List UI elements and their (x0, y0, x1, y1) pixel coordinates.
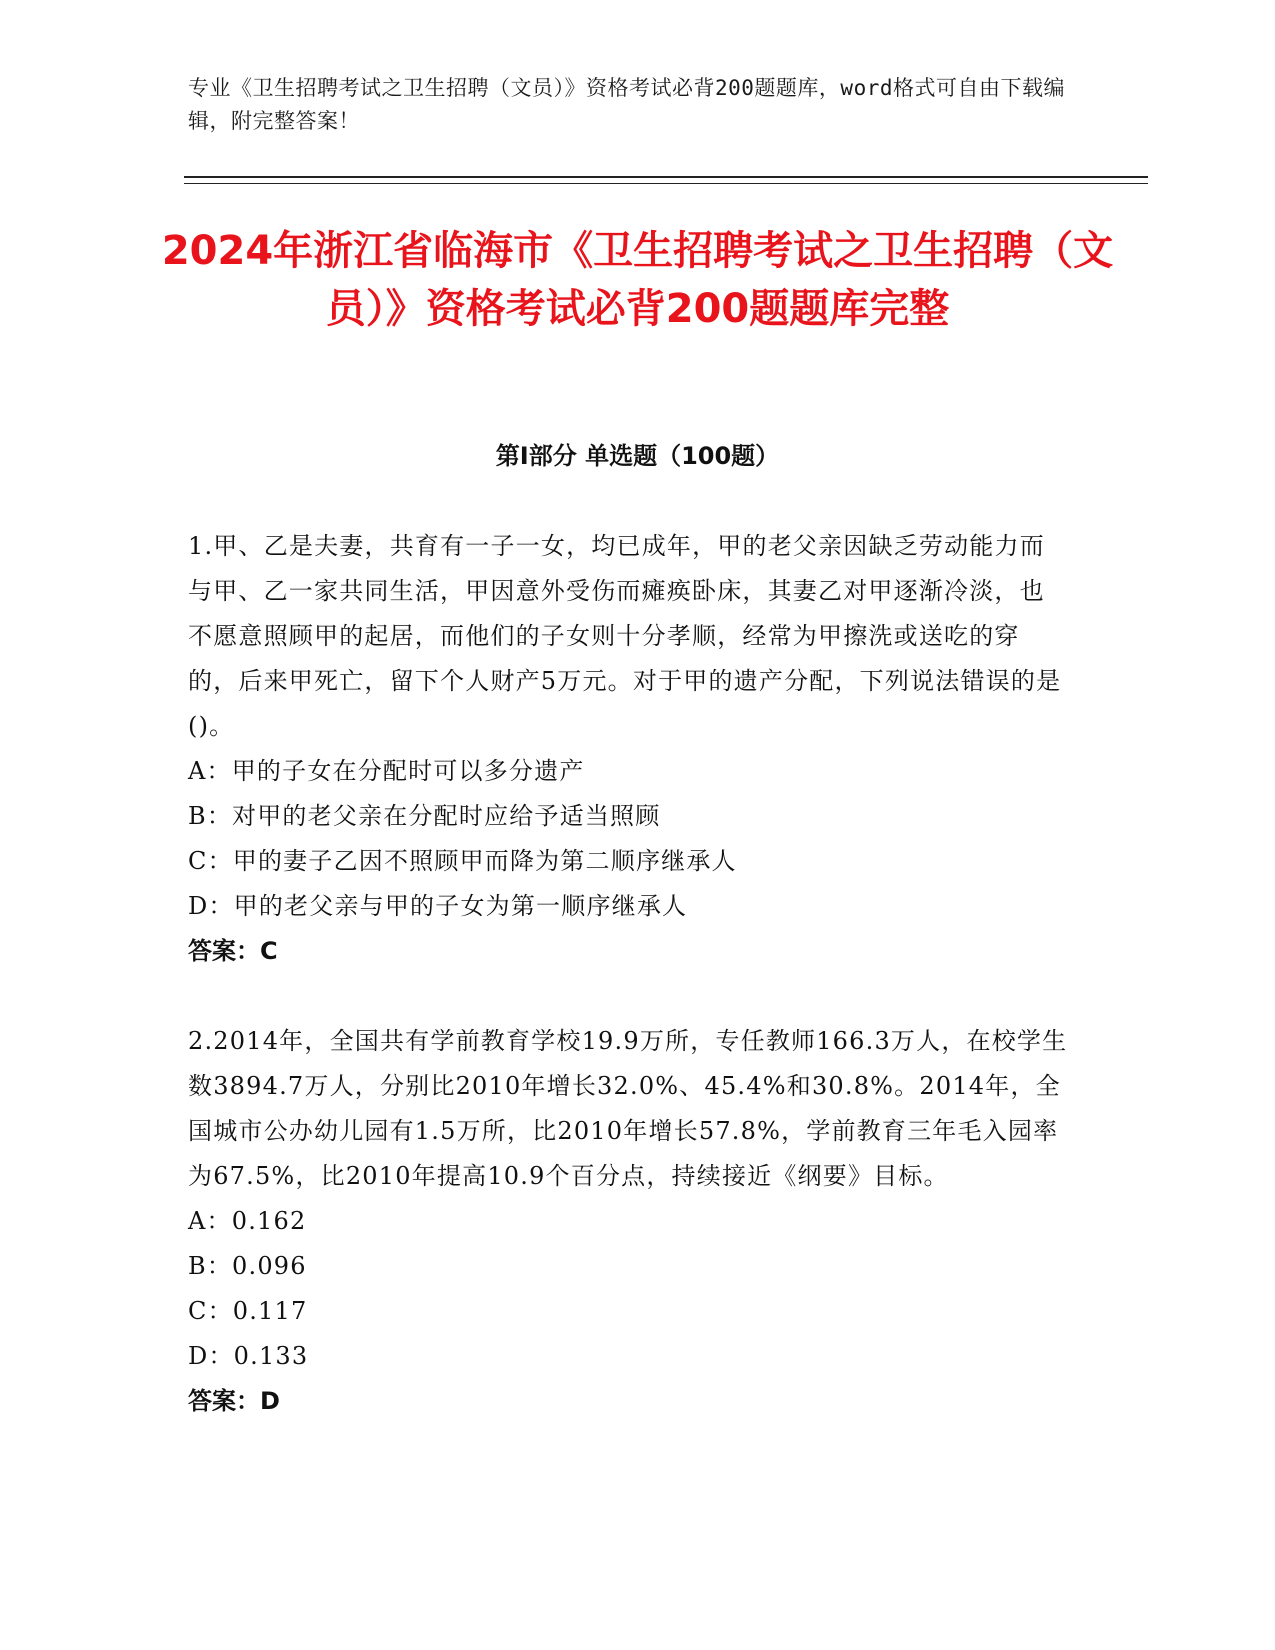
answer: 答案：D (188, 1387, 280, 1415)
option-d: D：甲的老父亲与甲的子女为第一顺序继承人 (188, 892, 688, 920)
page-header: 专业《卫生招聘考试之卫生招聘（文员）》资格考试必背200题题库，word格式可自由下载编辑，附完整答案！ (188, 76, 1065, 133)
option-b: B：对甲的老父亲在分配时应给予适当照顾 (188, 802, 661, 830)
question-1 (188, 524, 1068, 974)
header-divider-thin (184, 183, 1148, 184)
answer: 答案：C (188, 937, 278, 965)
question-stem: 1.甲、乙是夫妻，共育有一子一女，均已成年，甲的老父亲因缺乏劳动能力而与甲、乙一家共同生活，甲因意外受伤而瘫痪卧床，其妻乙对甲逐渐冷淡，也不愿意照顾甲的起居，而他们的子女则十分孝顺，经常为甲擦洗或送吃的穿的，后来甲死亡，留下个人财产5万元。对于甲的遗产分配，下列说法错误的是()。 (188, 532, 1062, 740)
option-c: C：0.117 (188, 1297, 308, 1325)
header-divider (184, 176, 1148, 178)
question-stem: 2.2014年，全国共有学前教育学校19.9万所，专任教师166.3万人，在校学生数3894.7万人，分别比2010年增长32.0%、45.4%和30.8%。2014年，全国城市公办幼儿园有1.5万所，比2010年增长57.8%，学前教育三年毛入园率为67.5%，比2010年提高10.9个百分点，持续接近《纲要》目标。 (188, 1027, 1068, 1190)
option-b: B：0.096 (188, 1252, 307, 1280)
option-d: D：0.133 (188, 1342, 309, 1370)
option-a: A：甲的子女在分配时可以多分遗产 (188, 757, 585, 785)
option-a: A：0.162 (188, 1207, 307, 1235)
document-title: 2024年浙江省临海市《卫生招聘考试之卫生招聘（文员）》资格考试必背200题题库完整 (161, 228, 1114, 332)
option-c: C：甲的妻子乙因不照顾甲而降为第二顺序继承人 (188, 847, 737, 875)
section-heading: 第I部分 单选题（100题） (495, 442, 780, 470)
question-2 (188, 1019, 1068, 1424)
